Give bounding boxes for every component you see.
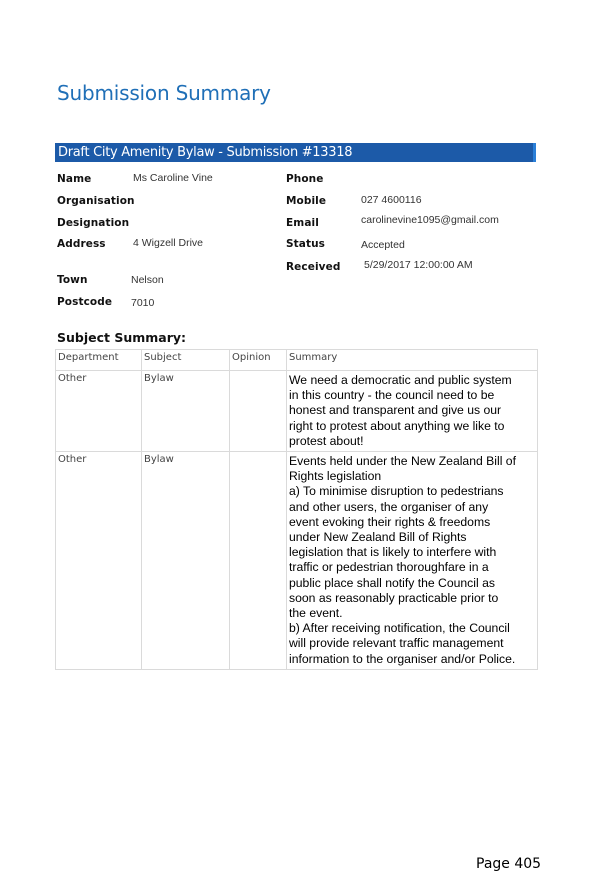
mobile-value: 027 4600116	[361, 194, 422, 206]
summary-line: Rights legislation	[289, 469, 382, 484]
summary-cell	[287, 371, 538, 452]
summary-header: Summary	[287, 350, 538, 371]
summary-line: Events held under the New Zealand Bill of	[289, 454, 516, 469]
summary-line: under New Zealand Bill of Rights	[289, 530, 467, 545]
email-value: carolinevine1095@gmail.com	[361, 214, 499, 226]
address-label: Address	[57, 238, 106, 250]
summary-line: the event.	[289, 606, 343, 621]
page-title: Submission Summary	[57, 81, 271, 105]
organisation-label: Organisation	[57, 195, 135, 207]
opinion-header: Opinion	[230, 350, 287, 371]
summary-line: right to protest about anything we like to	[289, 418, 505, 433]
postcode-label: Postcode	[57, 296, 113, 308]
address-value: 4 Wigzell Drive	[133, 237, 204, 249]
subject-header: Subject	[142, 350, 230, 371]
summary-line: information to the organiser and/or Police.	[289, 651, 516, 666]
opinion-cell	[230, 371, 287, 452]
postcode-value: 7010	[131, 297, 155, 309]
department-cell: Other	[56, 371, 142, 452]
department-header: Department	[56, 350, 142, 371]
subject-summary-heading: Subject Summary:	[57, 330, 187, 345]
summary-line: a) To minimise disruption to pedestrians	[289, 484, 504, 499]
summary-line: We need a democratic and public system	[289, 373, 512, 387]
summary-line: will provide relevant traffic management	[289, 636, 504, 651]
summary-line: event evoking their rights & freedoms	[289, 514, 491, 529]
summary-line: soon as reasonably practicable prior to	[289, 590, 499, 605]
page-number: Page 405	[476, 856, 542, 872]
town-label: Town	[57, 274, 88, 286]
summary-line: traffic or pedestrian thoroughfare in a	[289, 560, 489, 575]
email-label: Email	[286, 217, 319, 229]
phone-label: Phone	[286, 173, 324, 185]
submission-banner: Draft City Amenity Bylaw - Submission #13318	[55, 143, 536, 162]
summary-line: b) After receiving notification, the Council	[289, 621, 510, 636]
status-value: Accepted	[361, 239, 405, 251]
received-label: Received	[286, 261, 341, 273]
subject-table	[55, 349, 538, 670]
summary-line: public place shall notify the Council as	[289, 575, 495, 590]
mobile-label: Mobile	[286, 195, 327, 207]
summary-cell	[287, 452, 538, 670]
table-header-row	[56, 350, 538, 371]
name-value: Ms Caroline Vine	[133, 172, 213, 184]
status-label: Status	[286, 238, 326, 250]
opinion-cell	[230, 452, 287, 670]
received-value: 5/29/2017 12:00:00 AM	[364, 259, 473, 271]
table-row	[56, 371, 538, 452]
subject-cell: Bylaw	[142, 452, 230, 670]
name-label: Name	[57, 173, 92, 185]
town-value: Nelson	[131, 274, 164, 286]
designation-label: Designation	[57, 217, 130, 229]
table-row	[56, 452, 538, 670]
summary-line: in this country - the council need to be	[289, 388, 495, 403]
summary-line: legislation that is likely to interfere with	[289, 545, 497, 560]
summary-line: protest about!	[289, 433, 364, 448]
summary-line: honest and transparent and give us our	[289, 403, 502, 418]
summary-line: and other users, the organiser of any	[289, 499, 489, 514]
department-cell: Other	[56, 452, 142, 670]
subject-cell: Bylaw	[142, 371, 230, 452]
